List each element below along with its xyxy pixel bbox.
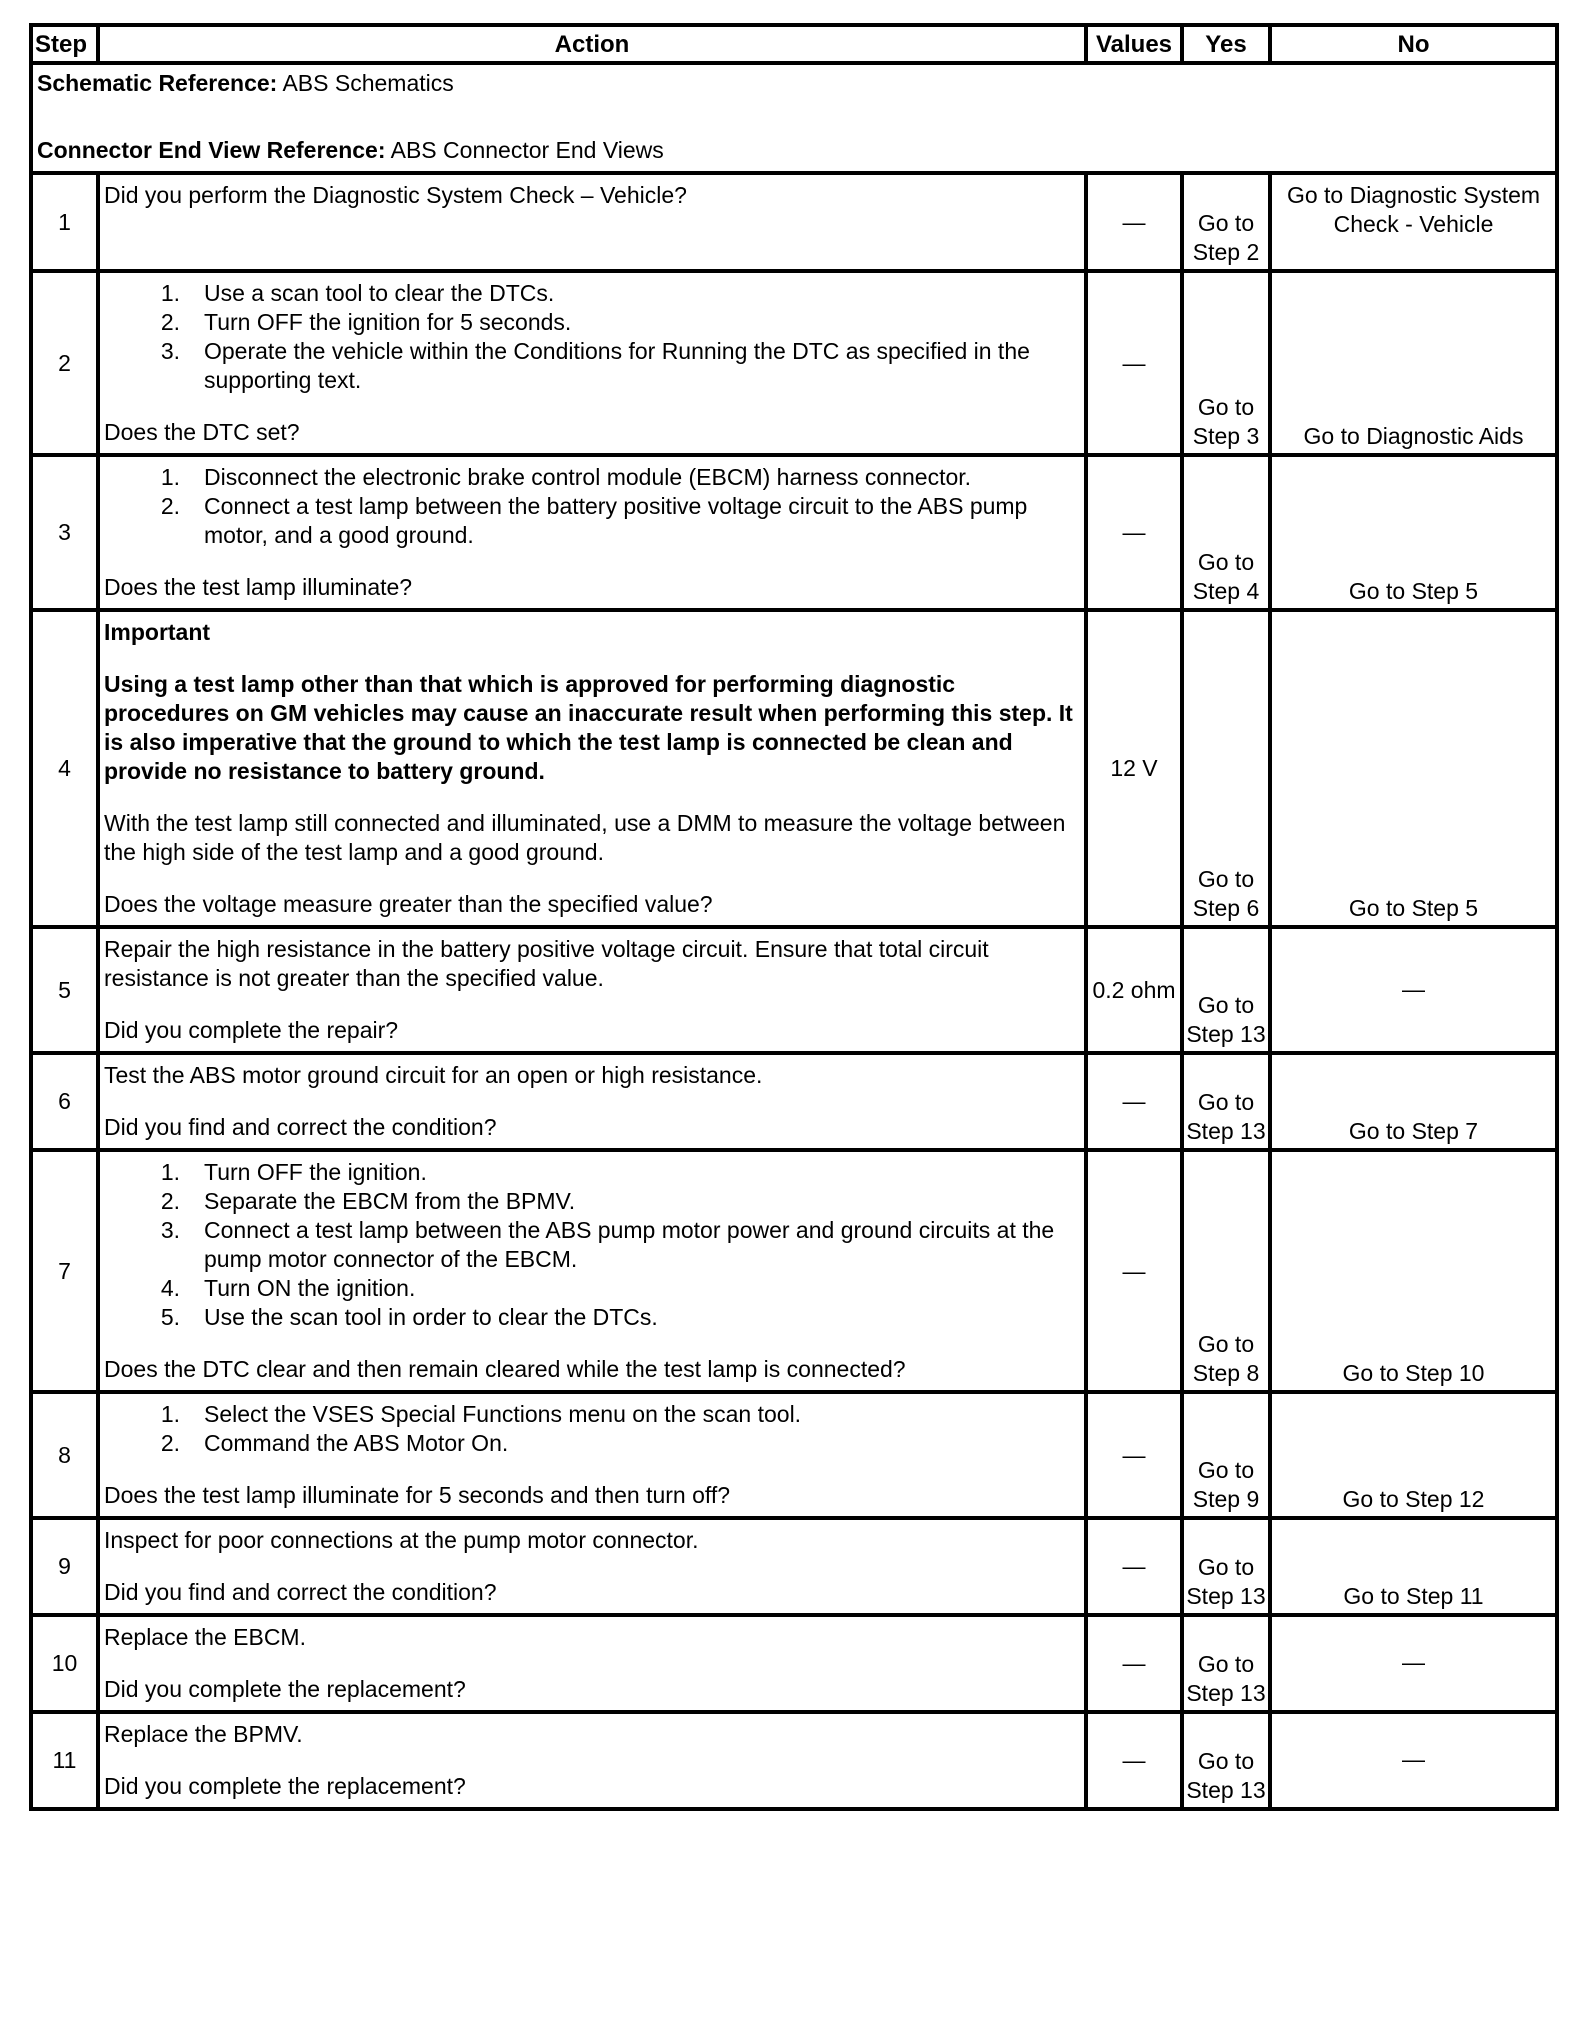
- list-item-text: Connect a test lamp between the ABS pump motor power and ground circuits at the pump motor connector of the EBCM.: [204, 1217, 1055, 1272]
- connector-reference-link[interactable]: ABS Connector End Views: [390, 137, 664, 163]
- yes-cell[interactable]: Go to Step 13: [1182, 1053, 1270, 1150]
- value-cell: —: [1086, 455, 1182, 610]
- header-values: Values: [1086, 25, 1182, 63]
- action-question: Does the DTC clear and then remain cleared while the test lamp is connected?: [104, 1356, 906, 1382]
- list-item-number: 5.: [160, 1304, 180, 1330]
- list-item-number: 2.: [160, 1188, 180, 1214]
- no-cell[interactable]: Go to Step 5: [1270, 610, 1557, 927]
- list-item: [104, 1400, 1080, 1429]
- list-item-number: 3.: [160, 338, 180, 364]
- value-cell: 12 V: [1086, 610, 1182, 927]
- connector-reference: [37, 136, 1551, 165]
- action-text: With the test lamp still connected and illuminated, use a DMM to measure the voltage between the high side of the test lamp and a good ground.: [104, 810, 1066, 865]
- reference-row: [31, 63, 1557, 173]
- action-text: Test the ABS motor ground circuit for an open or high resistance.: [104, 1062, 763, 1088]
- list-item-number: 1.: [160, 1401, 180, 1427]
- list-item-text: Select the VSES Special Functions menu on the scan tool.: [204, 1401, 802, 1427]
- header-no: No: [1270, 25, 1557, 63]
- list-item-number: 2.: [160, 309, 180, 335]
- value-cell: —: [1086, 173, 1182, 271]
- connector-reference-label: Connector End View Reference:: [37, 137, 386, 163]
- action-cell: [98, 1053, 1086, 1150]
- no-cell[interactable]: Go to Step 7: [1270, 1053, 1557, 1150]
- action-steps-list: [104, 463, 1080, 550]
- list-item: [104, 1216, 1080, 1274]
- action-steps-list: [104, 1158, 1080, 1332]
- step-number: 2: [31, 271, 98, 455]
- action-cell: [98, 271, 1086, 455]
- action-question: Does the voltage measure greater than the specified value?: [104, 891, 713, 917]
- action-cell: [98, 1712, 1086, 1809]
- table-row: [31, 1712, 1557, 1809]
- reference-cell: [31, 63, 1557, 173]
- list-item-text: Separate the EBCM from the BPMV.: [204, 1188, 576, 1214]
- no-cell: —: [1270, 927, 1557, 1053]
- action-question: Does the DTC set?: [104, 419, 300, 445]
- action-question: Did you complete the replacement?: [104, 1676, 466, 1702]
- list-item-text: Turn OFF the ignition for 5 seconds.: [204, 309, 572, 335]
- step-number: 11: [31, 1712, 98, 1809]
- action-cell: [98, 927, 1086, 1053]
- header-row: [31, 25, 1557, 63]
- value-cell: —: [1086, 1518, 1182, 1615]
- list-item: [104, 492, 1080, 550]
- list-item-text: Use the scan tool in order to clear the DTCs.: [204, 1304, 658, 1330]
- yes-cell[interactable]: Go to Step 3: [1182, 271, 1270, 455]
- list-item-number: 2.: [160, 1430, 180, 1456]
- table-row: [31, 1518, 1557, 1615]
- list-item-text: Turn ON the ignition.: [204, 1275, 416, 1301]
- yes-cell[interactable]: Go to Step 2: [1182, 173, 1270, 271]
- table-row: [31, 1150, 1557, 1392]
- action-question: Did you find and correct the condition?: [104, 1114, 497, 1140]
- list-item: [104, 1429, 1080, 1458]
- step-number: 3: [31, 455, 98, 610]
- action-cell: [98, 610, 1086, 927]
- value-cell: 0.2 ohm: [1086, 927, 1182, 1053]
- step-number: 6: [31, 1053, 98, 1150]
- step-number: 10: [31, 1615, 98, 1712]
- action-steps-list: [104, 1400, 1080, 1458]
- action-cell: [98, 1615, 1086, 1712]
- table-row: [31, 1615, 1557, 1712]
- header-yes: Yes: [1182, 25, 1270, 63]
- no-cell: —: [1270, 1712, 1557, 1809]
- list-item-number: 3.: [160, 1217, 180, 1243]
- list-item: [104, 1303, 1080, 1332]
- no-cell[interactable]: Go to Step 10: [1270, 1150, 1557, 1392]
- list-item-number: 1.: [160, 1159, 180, 1185]
- value-cell: —: [1086, 1150, 1182, 1392]
- list-item-number: 1.: [160, 280, 180, 306]
- action-question: Does the test lamp illuminate?: [104, 574, 413, 600]
- list-item-text: Connect a test lamp between the battery positive voltage circuit to the ABS pump motor, and a good ground.: [204, 493, 1028, 548]
- action-cell: [98, 455, 1086, 610]
- diagnostic-table-container: [29, 23, 1555, 1811]
- no-cell[interactable]: Go to Step 11: [1270, 1518, 1557, 1615]
- schematic-reference-label: Schematic Reference:: [37, 70, 278, 96]
- table-row: [31, 1392, 1557, 1518]
- action-text: Did you perform the Diagnostic System Check – Vehicle?: [104, 182, 687, 208]
- value-cell: —: [1086, 1615, 1182, 1712]
- important-notice: Using a test lamp other than that which is approved for performing diagnostic procedures on GM vehicles may cause an inaccurate result when performing this step. It is also imperative that the ground to which the test lamp is connected be clean and provide no resistance to battery ground.: [104, 671, 1073, 784]
- list-item: [104, 1158, 1080, 1187]
- no-cell[interactable]: Go to Step 5: [1270, 455, 1557, 610]
- list-item-number: 2.: [160, 493, 180, 519]
- step-number: 1: [31, 173, 98, 271]
- step-number: 8: [31, 1392, 98, 1518]
- action-text: Replace the EBCM.: [104, 1624, 306, 1650]
- diagnostic-table: [29, 23, 1559, 1811]
- action-cell: [98, 1392, 1086, 1518]
- yes-cell[interactable]: Go to Step 6: [1182, 610, 1270, 927]
- value-cell: —: [1086, 271, 1182, 455]
- value-cell: —: [1086, 1712, 1182, 1809]
- step-number: 9: [31, 1518, 98, 1615]
- yes-cell[interactable]: Go to Step 8: [1182, 1150, 1270, 1392]
- yes-cell[interactable]: Go to Step 13: [1182, 1615, 1270, 1712]
- table-row: [31, 1053, 1557, 1150]
- list-item-text: Turn OFF the ignition.: [204, 1159, 427, 1185]
- no-cell[interactable]: Go to Diagnostic Aids: [1270, 271, 1557, 455]
- schematic-reference: [37, 69, 1551, 98]
- list-item: [104, 308, 1080, 337]
- action-question: Did you find and correct the condition?: [104, 1579, 497, 1605]
- list-item: [104, 463, 1080, 492]
- action-text: Replace the BPMV.: [104, 1721, 303, 1747]
- step-number: 7: [31, 1150, 98, 1392]
- table-row: [31, 927, 1557, 1053]
- action-cell: [98, 173, 1086, 271]
- value-cell: —: [1086, 1053, 1182, 1150]
- list-item: [104, 1274, 1080, 1303]
- action-cell: [98, 1150, 1086, 1392]
- yes-cell[interactable]: Go to Step 13: [1182, 927, 1270, 1053]
- header-step: Step: [31, 25, 98, 63]
- header-action: Action: [98, 25, 1086, 63]
- yes-cell[interactable]: Go to Step 13: [1182, 1518, 1270, 1615]
- list-item-number: 4.: [160, 1275, 180, 1301]
- action-text: Inspect for poor connections at the pump motor connector.: [104, 1527, 699, 1553]
- table-row: [31, 610, 1557, 927]
- action-question: Does the test lamp illuminate for 5 seconds and then turn off?: [104, 1482, 731, 1508]
- action-question: Did you complete the replacement?: [104, 1773, 466, 1799]
- action-question: Did you complete the repair?: [104, 1017, 399, 1043]
- list-item: [104, 279, 1080, 308]
- yes-cell[interactable]: Go to Step 4: [1182, 455, 1270, 610]
- yes-cell[interactable]: Go to Step 9: [1182, 1392, 1270, 1518]
- list-item: [104, 337, 1080, 395]
- no-cell: —: [1270, 1615, 1557, 1712]
- important-title: Important: [104, 619, 211, 645]
- action-cell: [98, 1518, 1086, 1615]
- step-number: 4: [31, 610, 98, 927]
- list-item-text: Command the ABS Motor On.: [204, 1430, 509, 1456]
- list-item-text: Operate the vehicle within the Conditions for Running the DTC as specified in the supporting text.: [204, 338, 1030, 393]
- no-cell[interactable]: Go to Step 12: [1270, 1392, 1557, 1518]
- action-steps-list: [104, 279, 1080, 395]
- table-row: [31, 173, 1557, 271]
- list-item: [104, 1187, 1080, 1216]
- list-item-text: Disconnect the electronic brake control module (EBCM) harness connector.: [204, 464, 972, 490]
- step-number: 5: [31, 927, 98, 1053]
- yes-cell[interactable]: Go to Step 13: [1182, 1712, 1270, 1809]
- no-cell[interactable]: Go to Diagnostic System Check - Vehicle: [1270, 173, 1557, 271]
- list-item-number: 1.: [160, 464, 180, 490]
- table-row: [31, 455, 1557, 610]
- list-item-text: Use a scan tool to clear the DTCs.: [204, 280, 555, 306]
- value-cell: —: [1086, 1392, 1182, 1518]
- table-row: [31, 271, 1557, 455]
- action-text: Repair the high resistance in the battery positive voltage circuit. Ensure that total circuit resistance is not greater than the specified value.: [104, 936, 989, 991]
- schematic-reference-link[interactable]: ABS Schematics: [282, 70, 454, 96]
